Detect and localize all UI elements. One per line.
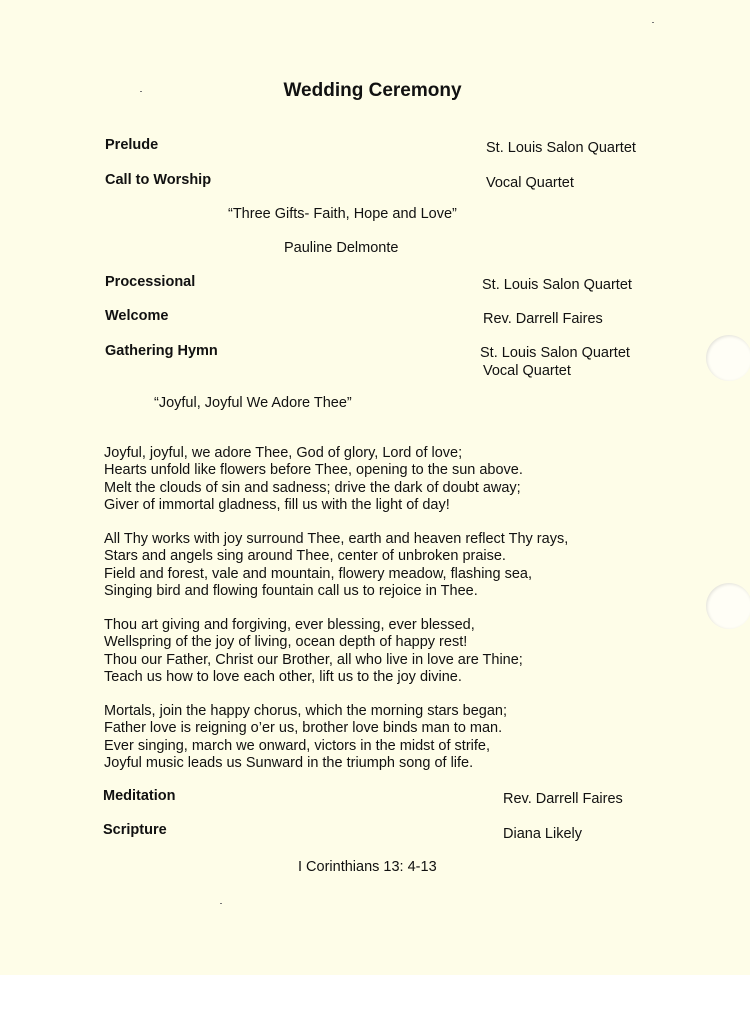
verse-line: Joyful music leads us Sunward in the triumph song of life.	[104, 755, 474, 772]
hymn-verse-3	[104, 617, 523, 687]
scripture-label: Scripture	[103, 822, 167, 838]
scan-speck	[220, 903, 222, 904]
scan-margin	[0, 975, 750, 1033]
scan-speck	[652, 22, 654, 23]
hymn-verse-2	[104, 531, 568, 601]
verse-line: Singing bird and flowing fountain call us to rejoice in Thee.	[104, 583, 478, 600]
welcome-label: Welcome	[105, 308, 169, 324]
prelude-performer: St. Louis Salon Quartet	[486, 140, 636, 156]
verse-line: Joyful, joyful, we adore Thee, God of glory, Lord of love;	[104, 445, 463, 461]
processional-performer: St. Louis Salon Quartet	[482, 277, 632, 293]
punch-hole	[706, 335, 750, 381]
prelude-label: Prelude	[105, 137, 159, 153]
song-author: Pauline Delmonte	[284, 240, 399, 256]
gathering-hymn-performer-1: St. Louis Salon Quartet	[480, 345, 630, 361]
verse-line: Ever singing, march we onward, victors in the midst of strife,	[104, 737, 491, 754]
scripture-reference: I Corinthians 13: 4-13	[298, 859, 437, 875]
verse-line: Giver of immortal gladness, fill us with the light of day!	[104, 497, 450, 514]
verse-line: Field and forest, vale and mountain, flowery meadow, flashing sea,	[104, 565, 532, 582]
meditation-performer: Rev. Darrell Faires	[503, 791, 623, 807]
hymn-verse-4	[104, 703, 507, 773]
verse-line: Father love is reigning o’er us, brother love binds man to man.	[104, 720, 503, 737]
verse-line: Thou art giving and forgiving, ever blessing, ever blessed,	[104, 617, 475, 633]
verse-line: Wellspring of the joy of living, ocean depth of happy rest!	[104, 634, 468, 651]
verse-line: Stars and angels sing around Thee, center of unbroken praise.	[104, 548, 506, 565]
verse-line: Mortals, join the happy chorus, which the morning stars began;	[104, 703, 507, 719]
verse-line: Melt the clouds of sin and sadness; drive the dark of doubt away;	[104, 479, 521, 496]
page-title: Wedding Ceremony	[283, 80, 462, 101]
song-title: “Three Gifts- Faith, Hope and Love”	[228, 206, 457, 222]
verse-line: Hearts unfold like flowers before Thee, opening to the sun above.	[104, 462, 523, 479]
scripture-performer: Diana Likely	[503, 826, 582, 842]
verse-line: Teach us how to love each other, lift us to the joy divine.	[104, 669, 462, 686]
verse-line: All Thy works with joy surround Thee, earth and heaven reflect Thy rays,	[104, 531, 569, 547]
verse-line: Thou our Father, Christ our Brother, all who live in love are Thine;	[104, 651, 523, 668]
scan-speck	[140, 91, 142, 92]
welcome-performer: Rev. Darrell Faires	[483, 311, 603, 327]
hymn-title: “Joyful, Joyful We Adore Thee”	[154, 395, 352, 411]
call-to-worship-label: Call to Worship	[105, 172, 212, 188]
gathering-hymn-performer-2: Vocal Quartet	[483, 363, 571, 379]
hymn-verse-1	[104, 445, 523, 515]
gathering-hymn-label: Gathering Hymn	[105, 343, 218, 359]
processional-label: Processional	[105, 274, 196, 290]
punch-hole	[706, 583, 750, 629]
meditation-label: Meditation	[103, 788, 176, 804]
call-to-worship-performer: Vocal Quartet	[486, 175, 574, 191]
